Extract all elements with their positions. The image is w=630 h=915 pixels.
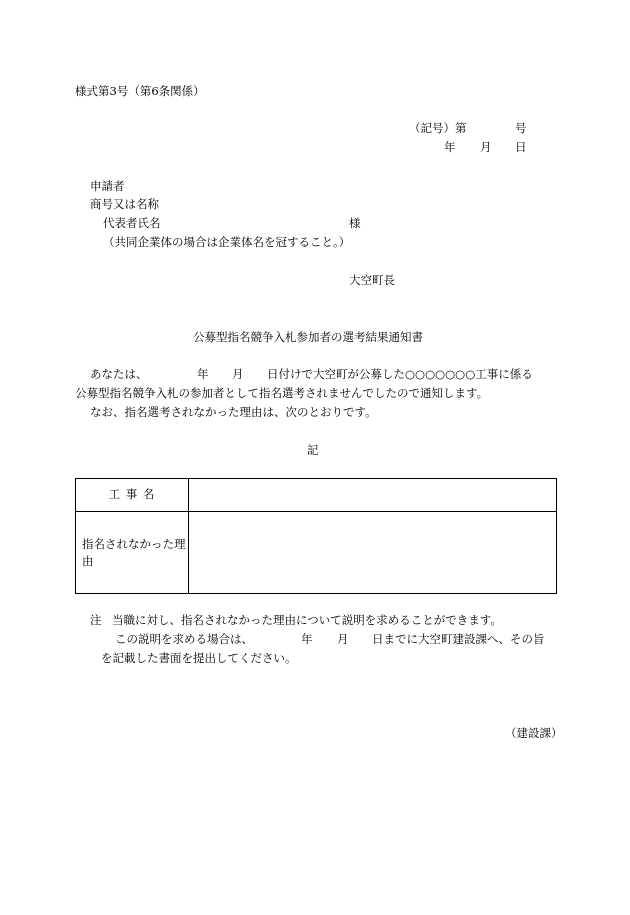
note-line2-year: 年	[301, 632, 313, 646]
department-label: （建設課）	[505, 726, 563, 740]
note-line1: 当職に対し、指名されなかった理由について説明を求めることができます。	[112, 613, 502, 627]
table-row	[76, 479, 557, 512]
date-year: 年	[444, 140, 456, 154]
form-number: 様式第3号（第6条関係）	[75, 84, 205, 98]
note-mark: 注	[90, 613, 102, 627]
body-line1-year: 年	[197, 367, 209, 381]
reference-label: （記号）第	[409, 121, 467, 135]
note-line3: を記載した書面を提出してください。	[101, 651, 297, 665]
body-line3: なお、指名選考されなかった理由は、次のとおりです。	[90, 405, 377, 419]
body-line1-month: 月	[232, 367, 244, 381]
reference-suffix: 号	[515, 121, 527, 135]
note-line2-start: この説明を求める場合は、	[115, 632, 253, 646]
body-line1-start: あなたは、	[90, 367, 148, 381]
construction-name-value	[189, 479, 557, 512]
details-table	[75, 478, 557, 594]
note-line2-end: 日までに大空町建設課へ、その旨	[372, 632, 545, 646]
date-month: 月	[480, 140, 492, 154]
joint-venture-note: （共同企業体の場合は企業体名を冠すること。）	[103, 235, 351, 249]
note-line2-month: 月	[337, 632, 349, 646]
document-title: 公募型指名競争入札参加者の選考結果通知書	[193, 330, 423, 344]
date-day: 日	[515, 140, 527, 154]
business-name-label: 商号又は名称	[90, 197, 159, 211]
reason-label: 指名されなかった理由	[76, 512, 189, 594]
honorific: 様	[349, 216, 361, 230]
table-row	[76, 512, 557, 594]
representative-label: 代表者氏名	[103, 216, 161, 230]
ki-heading: 記	[307, 443, 319, 457]
applicant-label: 申請者	[90, 179, 125, 193]
reason-value	[189, 512, 557, 594]
body-line2: 公募型指名競争入札の参加者として指名選考されませんでしたので通知します。	[75, 386, 489, 400]
construction-name-label: 工 事 名	[76, 479, 189, 512]
body-line1-end: 日付けで大空町が公募した○○○○○○○工事に係る	[267, 367, 533, 381]
issuer-name: 大空町長	[349, 273, 395, 287]
